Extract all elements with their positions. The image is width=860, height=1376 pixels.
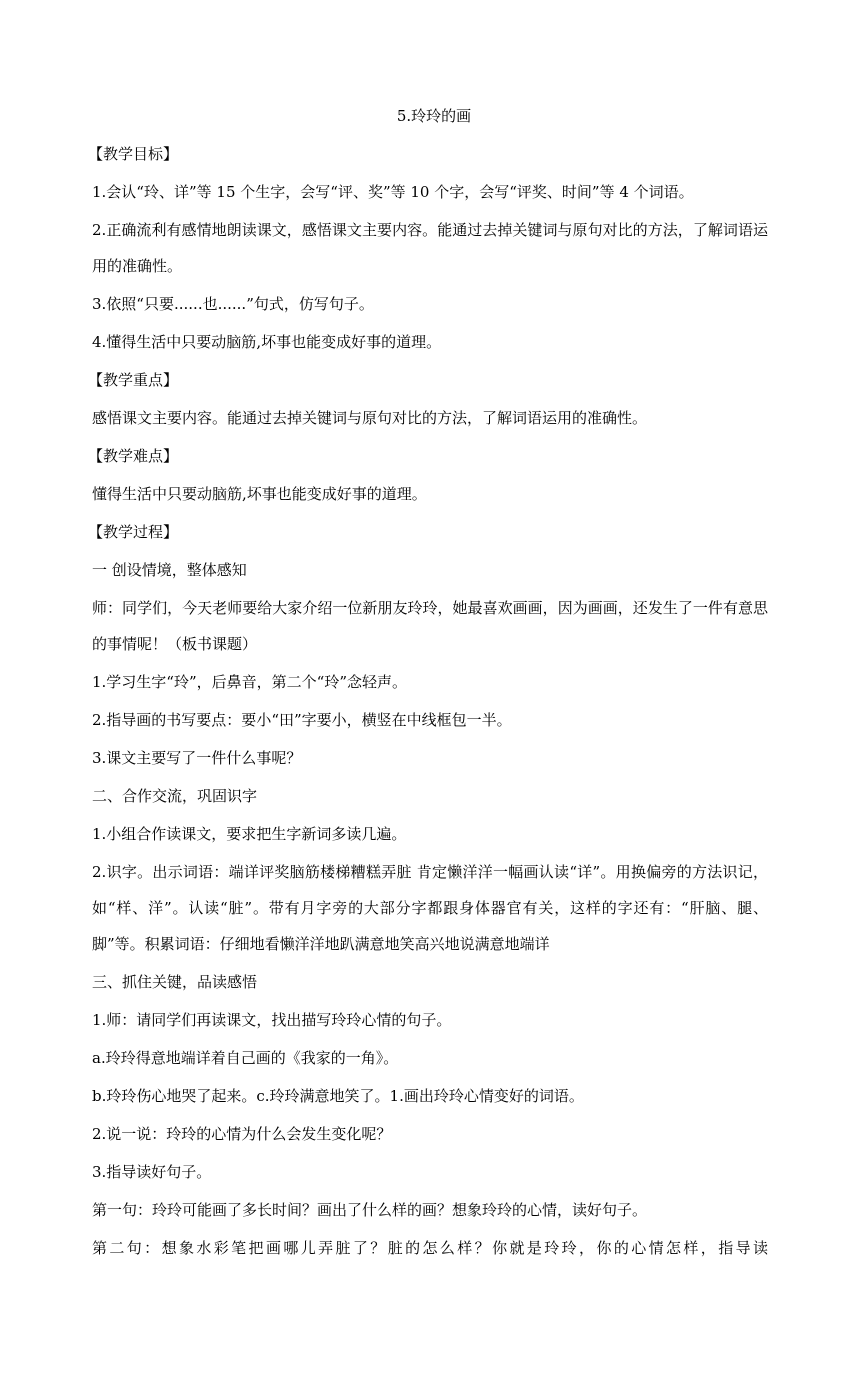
paragraph: 3.依照“只要......也......”句式，仿写句子。 [92,295,374,313]
section-heading-key-points: 【教学重点】 [88,371,179,389]
subsection-heading: 三、抓住关键，品读感悟 [92,973,258,991]
paragraph: 1.学习生字“玲”，后鼻音，第二个“玲”念轻声。 [92,673,407,691]
paragraph: a.玲玲得意地端详着自己画的《我家的一角》。 [92,1049,399,1067]
paragraph: 感悟课文主要内容。能通过去掉关键词与原句对比的方法，了解词语运用的准确性。 [92,409,648,427]
subsection-heading: 一 创设情境，整体感知 [92,561,247,579]
paragraph: 3.课文主要写了一件什么事呢？ [92,749,302,767]
paragraph: 2.说一说：玲玲的心情为什么会发生变化呢？ [92,1125,392,1143]
section-heading-process: 【教学过程】 [88,523,179,541]
paragraph: b.玲玲伤心地哭了起来。c.玲玲满意地笑了。1.画出玲玲心情变好的词语。 [92,1087,584,1105]
paragraph: 2.正确流利有感情地朗读课文，感悟课文主要内容。能通过去掉关键词与原句对比的方法，了解词语运用的准确性。 [92,221,768,275]
paragraph: 2.识字。出示词语：端详评奖脑筋楼梯糟糕弄脏 肯定懒洋洋一幅画认读“详”。用换偏旁的方法识记，如“样、洋”。认读“脏”。带有月字旁的大部分字都跟身体器官有关，这样的字还有：“肝脑、腿、脚”等。积累词语：仔细地看懒洋洋地趴满意地笑高兴地说满意地端详 [92,863,768,953]
paragraph: 1.会认“玲、详”等 15 个生字，会写“评、奖”等 10 个字，会写“评奖、时间”等 4 个词语。 [92,183,694,201]
paragraph: 1.小组合作读课文，要求把生字新词多读几遍。 [92,825,407,843]
paragraph: 3.指导读好句子。 [92,1163,212,1181]
section-heading-difficulties: 【教学难点】 [88,447,179,465]
paragraph: 1.师：请同学们再读课文，找出描写玲玲心情的句子。 [92,1011,452,1029]
document-page [88,104,768,1274]
paragraph: 4.懂得生活中只要动脑筋,坏事也能变成好事的道理。 [92,333,442,351]
paragraph: 2.指导画的书写要点：要小“田”字要小，横竖在中线框包一半。 [92,711,512,729]
paragraph: 师：同学们，今天老师要给大家介绍一位新朋友玲玲，她最喜欢画画，因为画画，还发生了一件有意思的事情呢！（板书课题） [92,599,768,653]
paragraph: 第二句：想象水彩笔把画哪儿弄脏了？脏的怎么样？你就是玲玲，你的心情怎样，指导读 [92,1239,768,1257]
document-title: 5.玲玲的画 [396,107,472,125]
paragraph: 懂得生活中只要动脑筋,坏事也能变成好事的道理。 [92,485,427,503]
section-heading-objectives: 【教学目标】 [88,145,179,163]
paragraph: 第一句：玲玲可能画了多长时间？画出了什么样的画？想象玲玲的心情，读好句子。 [92,1201,648,1219]
subsection-heading: 二、合作交流，巩固识字 [92,787,258,805]
